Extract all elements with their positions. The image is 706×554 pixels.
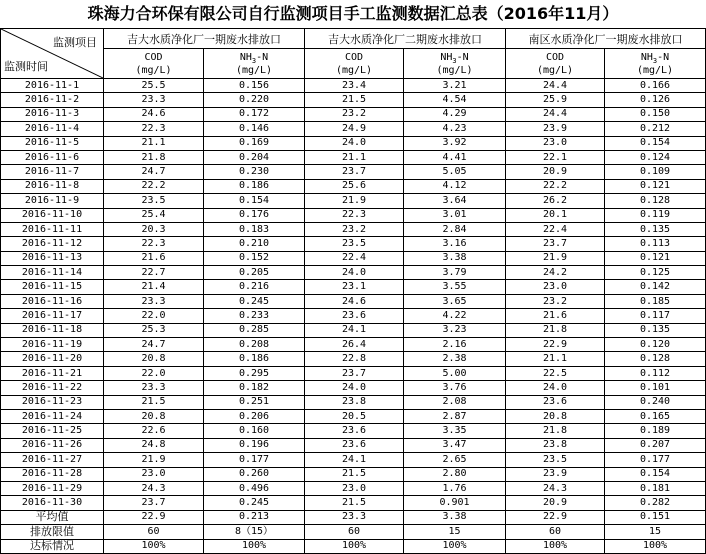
table-row [1, 122, 706, 136]
table-row [1, 237, 706, 251]
date-cell: 2016-11-20 [1, 352, 104, 366]
nh3n-cell: 0.176 [204, 208, 305, 222]
nh3n-cell: 3.47 [404, 438, 506, 452]
summary-label: 平均值 [1, 510, 104, 524]
nh3n-cell: 3.76 [404, 381, 506, 395]
cod-cell: 24.3 [104, 481, 204, 495]
cod-cell: 22.2 [104, 179, 204, 193]
nh3n-cell: 0.121 [605, 179, 706, 193]
nh3n-cell: 2.80 [404, 467, 506, 481]
nh3n-label-sub: 3 [251, 56, 257, 65]
cod-cell: 23.7 [305, 366, 404, 380]
table-row [1, 165, 706, 179]
nh3n-cell: 3.38 [404, 510, 506, 524]
nh3n-cell: 2.08 [404, 395, 506, 409]
table-row [1, 352, 706, 366]
table-row [1, 266, 706, 280]
corner-label-item: 监测项目 [53, 36, 97, 49]
table-row [1, 280, 706, 294]
nh3n-cell: 2.16 [404, 338, 506, 352]
nh3n-label-pre: NH [239, 51, 252, 63]
date-cell: 2016-11-22 [1, 381, 104, 395]
nh3n-cell: 0.101 [605, 381, 706, 395]
nh3n-label-post: -N [256, 51, 269, 63]
cod-cell: 23.6 [305, 309, 404, 323]
date-cell: 2016-11-26 [1, 438, 104, 452]
cod-cell: 23.8 [305, 395, 404, 409]
group-header: 吉大水质净化厂一期废水排放口 [104, 29, 305, 49]
cod-cell: 24.7 [104, 338, 204, 352]
nh3n-cell: 0.204 [204, 150, 305, 164]
summary-label: 达标情况 [1, 539, 104, 553]
nh3n-cell: 0.208 [204, 338, 305, 352]
cod-cell: 23.2 [305, 222, 404, 236]
date-cell: 2016-11-24 [1, 409, 104, 423]
nh3n-cell: 0.285 [204, 323, 305, 337]
nh3n-cell: 0.156 [204, 79, 305, 93]
nh3n-cell: 4.12 [404, 179, 506, 193]
cod-cell: 23.0 [506, 136, 605, 150]
nh3n-cell: 3.23 [404, 323, 506, 337]
nh3n-cell: 8（15） [204, 525, 305, 539]
nh3n-cell: 3.79 [404, 266, 506, 280]
cod-cell: 24.0 [506, 381, 605, 395]
unit-label: (mg/L) [536, 64, 574, 76]
nh3n-label-sub: 3 [652, 56, 658, 65]
date-cell: 2016-11-11 [1, 222, 104, 236]
table-row [1, 136, 706, 150]
cod-cell: 21.4 [104, 280, 204, 294]
cod-cell: 100% [305, 539, 404, 553]
nh3n-cell: 4.29 [404, 107, 506, 121]
nh3n-cell: 0.154 [204, 194, 305, 208]
cod-cell: 22.0 [104, 366, 204, 380]
cod-cell: 23.7 [506, 237, 605, 251]
cod-cell: 20.8 [104, 352, 204, 366]
nh3n-cell: 4.22 [404, 309, 506, 323]
nh3n-cell: 2.65 [404, 453, 506, 467]
cod-cell: 22.5 [506, 366, 605, 380]
date-cell: 2016-11-7 [1, 165, 104, 179]
nh3n-cell: 2.38 [404, 352, 506, 366]
nh3n-cell: 0.177 [605, 453, 706, 467]
nh3n-cell: 0.117 [605, 309, 706, 323]
date-cell: 2016-11-17 [1, 309, 104, 323]
date-cell: 2016-11-23 [1, 395, 104, 409]
cod-cell: 21.1 [506, 352, 605, 366]
cod-cell: 23.0 [104, 467, 204, 481]
nh3n-cell: 0.160 [204, 424, 305, 438]
nh3n-cell: 3.65 [404, 294, 506, 308]
cod-cell: 23.6 [305, 424, 404, 438]
table-row [1, 467, 706, 481]
cod-label: COD [344, 51, 364, 63]
nh3n-cell: 3.21 [404, 79, 506, 93]
cod-cell: 21.1 [305, 150, 404, 164]
date-cell: 2016-11-10 [1, 208, 104, 222]
table-row [1, 79, 706, 93]
nh3n-cell: 4.54 [404, 93, 506, 107]
nh3n-cell: 0.295 [204, 366, 305, 380]
nh3n-cell: 0.196 [204, 438, 305, 452]
cod-cell: 24.1 [305, 323, 404, 337]
nh3n-label-post: -N [657, 51, 670, 63]
table-row [1, 381, 706, 395]
cod-cell: 20.8 [506, 409, 605, 423]
cod-cell: 24.7 [104, 165, 204, 179]
cod-cell: 21.9 [104, 453, 204, 467]
nh3n-cell: 0.185 [605, 294, 706, 308]
nh3n-cell: 0.177 [204, 453, 305, 467]
cod-cell: 24.9 [305, 122, 404, 136]
cod-cell: 21.5 [305, 93, 404, 107]
date-cell: 2016-11-4 [1, 122, 104, 136]
cod-cell: 23.3 [104, 294, 204, 308]
cod-cell: 23.5 [305, 237, 404, 251]
cod-cell: 23.8 [506, 438, 605, 452]
cod-cell: 23.6 [506, 395, 605, 409]
table-row [1, 93, 706, 107]
nh3n-cell: 3.64 [404, 194, 506, 208]
nh3n-cell: 3.35 [404, 424, 506, 438]
cod-cell: 23.5 [104, 194, 204, 208]
cod-label: COD [545, 51, 565, 63]
nh3n-cell: 0.186 [204, 179, 305, 193]
date-cell: 2016-11-21 [1, 366, 104, 380]
nh3n-cell: 0.166 [605, 79, 706, 93]
nh3n-label-sub: 3 [452, 56, 457, 65]
cod-cell: 22.9 [104, 510, 204, 524]
nh3n-cell: 0.135 [605, 323, 706, 337]
cod-cell: 21.5 [305, 496, 404, 510]
cod-cell: 22.7 [104, 266, 204, 280]
table-row [1, 395, 706, 409]
cod-cell: 23.9 [506, 467, 605, 481]
nh3n-cell: 0.207 [605, 438, 706, 452]
nh3n-cell: 100% [404, 539, 506, 553]
nh3n-cell: 0.186 [204, 352, 305, 366]
cod-cell: 21.9 [305, 194, 404, 208]
nh3n-cell: 0.152 [204, 251, 305, 265]
cod-cell: 60 [506, 525, 605, 539]
nh3n-cell: 0.120 [605, 338, 706, 352]
table-row [1, 424, 706, 438]
cod-cell: 24.2 [506, 266, 605, 280]
date-cell: 2016-11-19 [1, 338, 104, 352]
summary-label: 排放限值 [1, 525, 104, 539]
nh3n-cell: 0.172 [204, 107, 305, 121]
nh3n-cell: 0.150 [605, 107, 706, 121]
cod-cell: 23.7 [305, 165, 404, 179]
cod-cell: 60 [305, 525, 404, 539]
cod-cell: 22.1 [506, 150, 605, 164]
nh3n-cell: 0.165 [605, 409, 706, 423]
nh3n-cell: 4.41 [404, 150, 506, 164]
nh3n-cell: 15 [605, 525, 706, 539]
cod-cell: 100% [506, 539, 605, 553]
nh3n-column-header [404, 49, 506, 79]
cod-column-header [104, 49, 204, 79]
nh3n-label-pre: NH [640, 51, 653, 63]
nh3n-cell: 0.154 [605, 136, 706, 150]
nh3n-cell: 0.113 [605, 237, 706, 251]
nh3n-cell: 2.87 [404, 409, 506, 423]
table-row [1, 496, 706, 510]
cod-cell: 23.9 [506, 122, 605, 136]
nh3n-cell: 3.01 [404, 208, 506, 222]
cod-cell: 23.2 [506, 294, 605, 308]
nh3n-cell: 0.189 [605, 424, 706, 438]
cod-cell: 20.9 [506, 165, 605, 179]
cod-cell: 25.9 [506, 93, 605, 107]
nh3n-cell: 1.76 [404, 481, 506, 495]
nh3n-cell: 5.00 [404, 366, 506, 380]
nh3n-cell: 0.151 [605, 510, 706, 524]
date-cell: 2016-11-16 [1, 294, 104, 308]
cod-cell: 20.1 [506, 208, 605, 222]
cod-column-header [506, 49, 605, 79]
cod-cell: 23.6 [305, 438, 404, 452]
table-row [1, 150, 706, 164]
nh3n-column-header [605, 49, 706, 79]
nh3n-cell: 0.282 [605, 496, 706, 510]
nh3n-cell: 0.142 [605, 280, 706, 294]
corner-label-time: 监测时间 [4, 60, 48, 73]
nh3n-cell: 0.206 [204, 409, 305, 423]
nh3n-cell: 0.233 [204, 309, 305, 323]
nh3n-cell: 100% [204, 539, 305, 553]
date-cell: 2016-11-14 [1, 266, 104, 280]
table-row [1, 338, 706, 352]
cod-cell: 24.4 [506, 107, 605, 121]
nh3n-cell: 100% [605, 539, 706, 553]
nh3n-cell: 0.901 [404, 496, 506, 510]
unit-label: (mg/L) [235, 64, 273, 76]
nh3n-cell: 0.125 [605, 266, 706, 280]
cod-cell: 22.4 [305, 251, 404, 265]
nh3n-cell: 0.154 [605, 467, 706, 481]
nh3n-cell: 0.146 [204, 122, 305, 136]
cod-cell: 25.4 [104, 208, 204, 222]
nh3n-cell: 4.23 [404, 122, 506, 136]
cod-cell: 25.5 [104, 79, 204, 93]
cod-cell: 20.3 [104, 222, 204, 236]
date-cell: 2016-11-2 [1, 93, 104, 107]
nh3n-cell: 0.216 [204, 280, 305, 294]
nh3n-cell: 0.240 [605, 395, 706, 409]
nh3n-cell: 0.220 [204, 93, 305, 107]
cod-cell: 24.8 [104, 438, 204, 452]
nh3n-cell: 0.126 [605, 93, 706, 107]
table-row [1, 294, 706, 308]
cod-cell: 22.0 [104, 309, 204, 323]
table-row [1, 453, 706, 467]
nh3n-cell: 0.169 [204, 136, 305, 150]
nh3n-cell: 3.16 [404, 237, 506, 251]
date-cell: 2016-11-6 [1, 150, 104, 164]
table-row [1, 107, 706, 121]
nh3n-cell: 3.55 [404, 280, 506, 294]
date-cell: 2016-11-9 [1, 194, 104, 208]
cod-cell: 21.5 [305, 467, 404, 481]
cod-cell: 21.8 [506, 424, 605, 438]
date-cell: 2016-11-8 [1, 179, 104, 193]
cod-cell: 23.2 [305, 107, 404, 121]
cod-cell: 100% [104, 539, 204, 553]
cod-cell: 20.8 [104, 409, 204, 423]
cod-cell: 23.3 [104, 381, 204, 395]
cod-cell: 23.3 [104, 93, 204, 107]
date-cell: 2016-11-29 [1, 481, 104, 495]
cod-cell: 24.3 [506, 481, 605, 495]
nh3n-cell: 0.121 [605, 251, 706, 265]
group-header: 吉大水质净化厂二期废水排放口 [305, 29, 506, 49]
monitoring-data-table [0, 28, 706, 554]
summary-row [1, 525, 706, 539]
table-row [1, 323, 706, 337]
table-row [1, 438, 706, 452]
unit-label: (mg/L) [135, 64, 172, 76]
cod-cell: 26.4 [305, 338, 404, 352]
table-row [1, 366, 706, 380]
nh3n-cell: 5.05 [404, 165, 506, 179]
cod-cell: 23.5 [506, 453, 605, 467]
date-cell: 2016-11-27 [1, 453, 104, 467]
nh3n-cell: 0.124 [605, 150, 706, 164]
cod-cell: 24.0 [305, 381, 404, 395]
cod-cell: 23.3 [305, 510, 404, 524]
nh3n-cell: 0.182 [204, 381, 305, 395]
unit-label: (mg/L) [335, 64, 373, 76]
cod-cell: 22.9 [506, 510, 605, 524]
cod-cell: 24.0 [305, 266, 404, 280]
cod-cell: 60 [104, 525, 204, 539]
cod-label: COD [144, 51, 163, 63]
cod-cell: 22.3 [104, 122, 204, 136]
cod-cell: 24.4 [506, 79, 605, 93]
cod-cell: 22.2 [506, 179, 605, 193]
nh3n-cell: 0.251 [204, 395, 305, 409]
summary-row [1, 510, 706, 524]
nh3n-cell: 0.119 [605, 208, 706, 222]
cod-cell: 22.9 [506, 338, 605, 352]
date-cell: 2016-11-15 [1, 280, 104, 294]
table-row [1, 409, 706, 423]
nh3n-cell: 0.496 [204, 481, 305, 495]
date-cell: 2016-11-18 [1, 323, 104, 337]
cod-cell: 22.4 [506, 222, 605, 236]
nh3n-cell: 0.181 [605, 481, 706, 495]
nh3n-cell: 0.260 [204, 467, 305, 481]
date-cell: 2016-11-28 [1, 467, 104, 481]
cod-cell: 22.3 [104, 237, 204, 251]
cod-cell: 24.6 [305, 294, 404, 308]
cod-cell: 21.6 [104, 251, 204, 265]
table-row [1, 179, 706, 193]
nh3n-cell: 15 [404, 525, 506, 539]
daily-data-body [1, 79, 706, 511]
date-cell: 2016-11-13 [1, 251, 104, 265]
table-row [1, 222, 706, 236]
nh3n-cell: 0.213 [204, 510, 305, 524]
nh3n-cell: 0.210 [204, 237, 305, 251]
cod-cell: 22.8 [305, 352, 404, 366]
cod-cell: 21.6 [506, 309, 605, 323]
cod-cell: 23.0 [506, 280, 605, 294]
nh3n-column-header [204, 49, 305, 79]
cod-cell: 23.0 [305, 481, 404, 495]
nh3n-cell: 0.245 [204, 496, 305, 510]
nh3n-label-post: -N [456, 51, 469, 63]
cod-cell: 24.1 [305, 453, 404, 467]
cod-cell: 25.6 [305, 179, 404, 193]
nh3n-cell: 0.245 [204, 294, 305, 308]
cod-cell: 24.0 [305, 136, 404, 150]
date-cell: 2016-11-30 [1, 496, 104, 510]
cod-cell: 21.1 [104, 136, 204, 150]
table-row [1, 208, 706, 222]
cod-cell: 24.6 [104, 107, 204, 121]
date-cell: 2016-11-3 [1, 107, 104, 121]
cod-cell: 26.2 [506, 194, 605, 208]
cod-cell: 20.5 [305, 409, 404, 423]
summary-row [1, 539, 706, 553]
date-cell: 2016-11-12 [1, 237, 104, 251]
nh3n-cell: 3.92 [404, 136, 506, 150]
cod-cell: 23.4 [305, 79, 404, 93]
nh3n-cell: 2.84 [404, 222, 506, 236]
date-cell: 2016-11-25 [1, 424, 104, 438]
cod-cell: 21.9 [506, 251, 605, 265]
header-corner-cell [1, 29, 104, 79]
nh3n-cell: 3.38 [404, 251, 506, 265]
date-cell: 2016-11-5 [1, 136, 104, 150]
cod-cell: 21.5 [104, 395, 204, 409]
nh3n-cell: 0.205 [204, 266, 305, 280]
nh3n-label-pre: NH [440, 51, 453, 63]
nh3n-cell: 0.109 [605, 165, 706, 179]
cod-cell: 23.7 [104, 496, 204, 510]
table-row [1, 309, 706, 323]
cod-cell: 22.3 [305, 208, 404, 222]
cod-column-header [305, 49, 404, 79]
table-row [1, 194, 706, 208]
cod-cell: 20.9 [506, 496, 605, 510]
table-row [1, 481, 706, 495]
nh3n-cell: 0.183 [204, 222, 305, 236]
date-cell: 2016-11-1 [1, 79, 104, 93]
table-row [1, 251, 706, 265]
report-title: 珠海力合环保有限公司自行监测项目手工监测数据汇总表（2016年11月） [87, 4, 619, 23]
cod-cell: 22.6 [104, 424, 204, 438]
nh3n-cell: 0.128 [605, 352, 706, 366]
group-header: 南区水质净化厂一期废水排放口 [506, 29, 706, 49]
unit-label: (mg/L) [436, 64, 473, 76]
cod-cell: 23.1 [305, 280, 404, 294]
nh3n-cell: 0.135 [605, 222, 706, 236]
cod-cell: 21.8 [104, 150, 204, 164]
nh3n-cell: 0.212 [605, 122, 706, 136]
nh3n-cell: 0.112 [605, 366, 706, 380]
nh3n-cell: 0.128 [605, 194, 706, 208]
cod-cell: 21.8 [506, 323, 605, 337]
cod-cell: 25.3 [104, 323, 204, 337]
nh3n-cell: 0.230 [204, 165, 305, 179]
unit-label: (mg/L) [636, 64, 674, 76]
summary-body [1, 510, 706, 553]
